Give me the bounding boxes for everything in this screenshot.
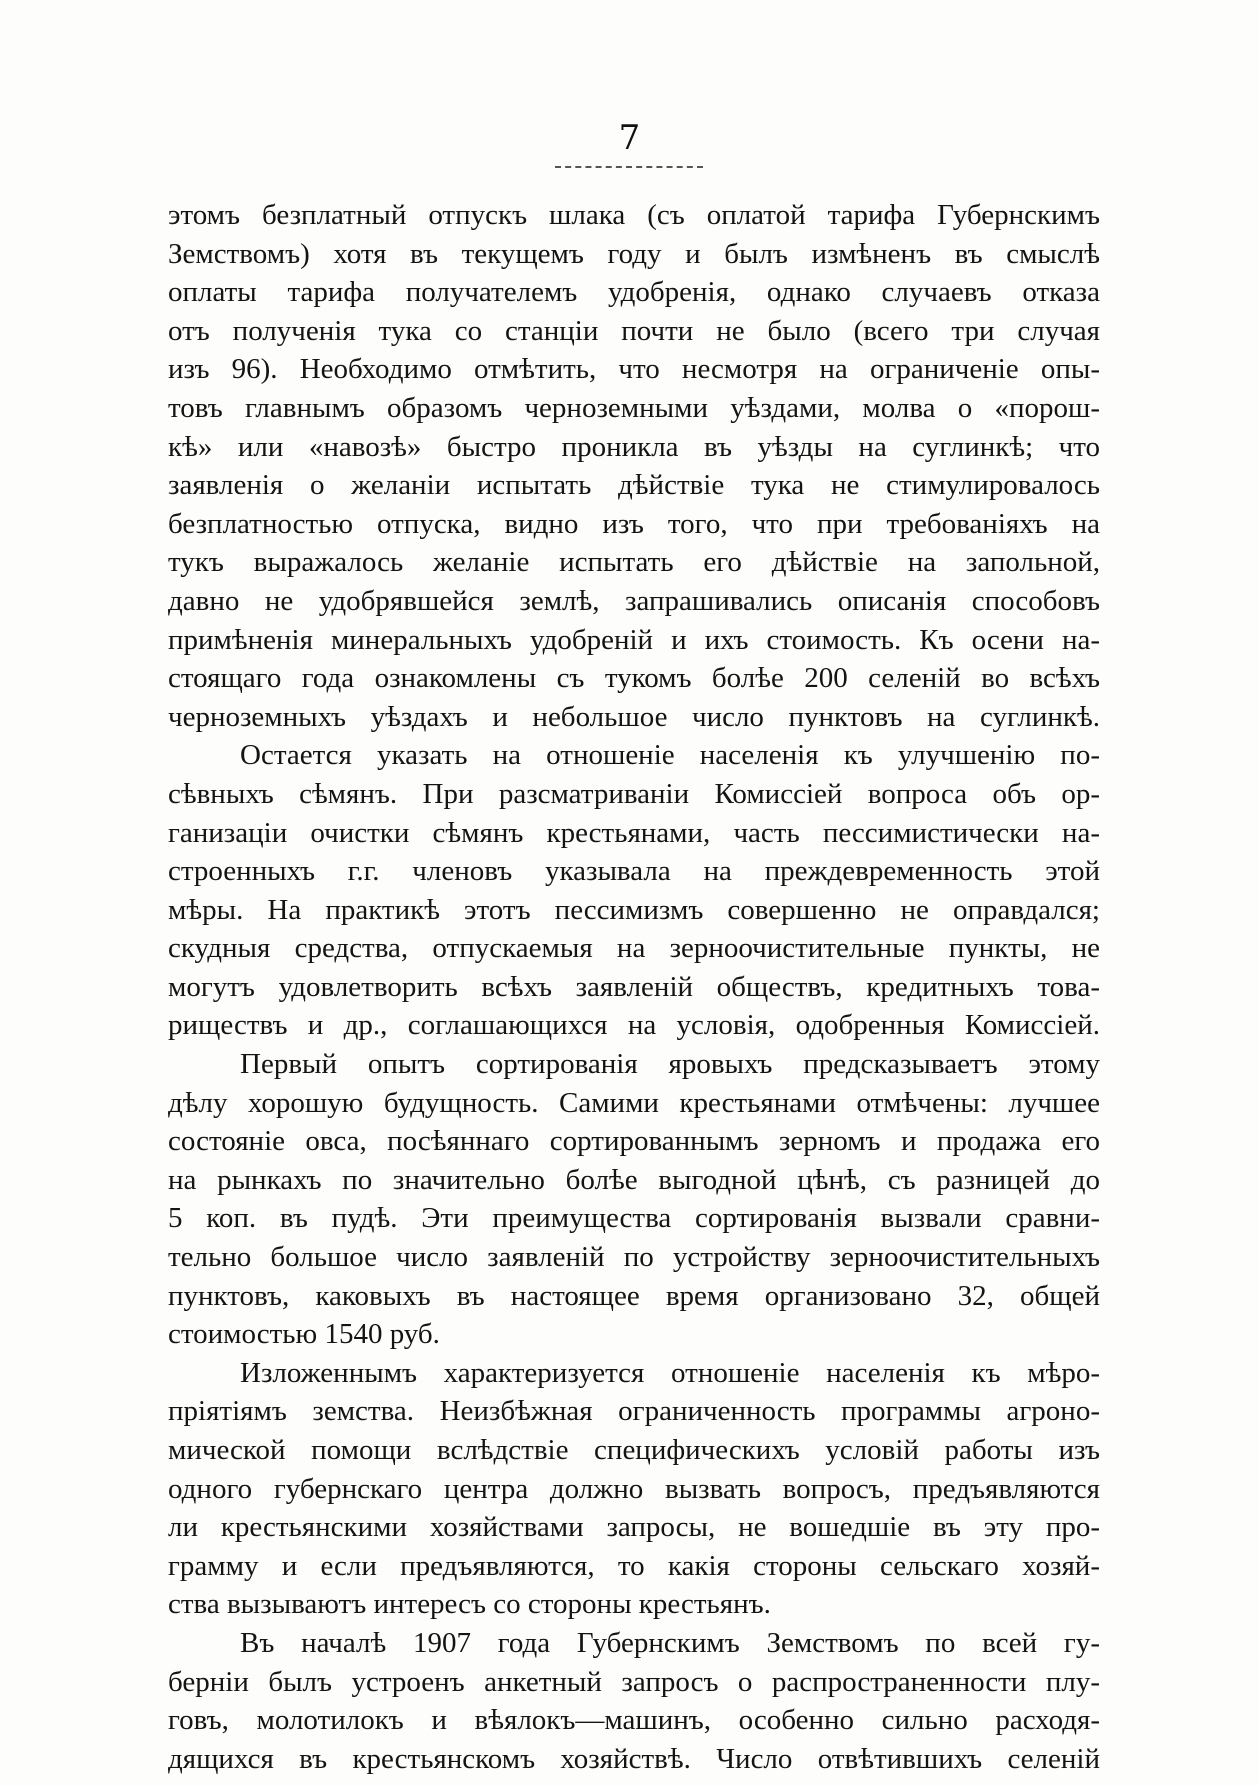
- text-line: дѣлу хорошую будущность. Самими крестьянами отмѣчены: лучшее: [168, 1086, 1100, 1119]
- text-line: товъ главнымъ образомъ черноземными уѣздами, молва о «порош-: [168, 391, 1100, 424]
- text-line: мической помощи вслѣдствіе специфическихъ условій работы изъ: [168, 1434, 1100, 1466]
- text-line: оплаты тарифа получателемъ удобренія, однако случаевъ отказа: [168, 276, 1100, 309]
- text-line: черноземныхъ уѣздахъ и небольшое число пунктовъ на суглинкѣ.: [168, 700, 1100, 733]
- text-line: давно не удобрявшейся землѣ, запрашивались описанія способовъ: [168, 584, 1100, 617]
- text-line: мѣры. На практикѣ этотъ пессимизмъ совершенно не оправдался;: [168, 893, 1100, 926]
- text-line: на рынкахъ по значительно болѣе выгодной цѣнѣ, съ разницей до: [168, 1163, 1100, 1196]
- page-number: 7: [618, 118, 641, 158]
- text-line: изъ 96). Необходимо отмѣтить, что несмотря на ограниченіе опы-: [168, 353, 1100, 386]
- text-line: скудныя средства, отпускаемыя на зерноочистительные пункты, не: [168, 932, 1100, 965]
- text-line: тукъ выражалось желаніе испытать его дѣйствіе на запольной,: [168, 546, 1100, 579]
- text-line: Въ началѣ 1907 года Губернскимъ Земствомъ по всей гу-: [240, 1626, 1100, 1659]
- text-line: Остается указать на отношеніе населенія къ улучшенію по-: [240, 739, 1100, 772]
- text-line: одного губернскаго центра должно вызвать вопросъ, предъявляются: [168, 1472, 1100, 1505]
- text-line: строенныхъ г.г. членовъ указывала на преждевременность этой: [168, 855, 1100, 888]
- text-line: Изложеннымъ характеризуется отношеніе населенія къ мѣро-: [240, 1356, 1100, 1389]
- text-line: примѣненія минеральныхъ удобреній и ихъ стоимость. Къ осени на-: [168, 623, 1100, 656]
- text-line: сѣвныхъ сѣмянъ. При разсматриваніи Комиссіей вопроса объ ор-: [168, 777, 1100, 810]
- text-line: пріятіямъ земства. Неизбѣжная ограниченность программы агроно-: [168, 1395, 1100, 1428]
- body-text: [168, 196, 1100, 1778]
- text-line: этомъ безплатный отпускъ шлака (съ оплатой тарифа Губернскимъ: [168, 199, 1100, 231]
- text-line: дящихся въ крестьянскомъ хозяйствѣ. Число отвѣтившихъ селеній: [168, 1742, 1100, 1775]
- text-line: Первый опытъ сортированія яровыхъ предсказываетъ этому: [240, 1048, 1100, 1081]
- text-line: заявленія о желаніи испытать дѣйствіе тука не стимулировалось: [168, 469, 1100, 502]
- text-line: стоящаго года ознакомлены съ тукомъ болѣе 200 селеній во всѣхъ: [168, 662, 1100, 695]
- text-line: риществъ и др., соглашающихся на условія, одобренныя Комиссіей.: [168, 1009, 1100, 1042]
- text-line: отъ полученія тука со станціи почти не было (всего три случая: [168, 314, 1100, 347]
- text-line: безплатностью отпуска, видно изъ того, что при требованіяхъ на: [168, 507, 1100, 540]
- text-line: Земствомъ) хотя въ текущемъ году и былъ измѣненъ въ смыслѣ: [168, 237, 1100, 270]
- text-line: могутъ удовлетворить всѣхъ заявленій обществъ, кредитныхъ това-: [168, 970, 1100, 1003]
- text-line: ства вызываютъ интересъ со стороны крестьянъ.: [168, 1588, 771, 1621]
- text-line: ли крестьянскими хозяйствами запросы, не вошедшіе въ эту про-: [168, 1511, 1100, 1544]
- text-line: стоимостью 1540 руб.: [168, 1318, 440, 1351]
- text-line: грамму и если предъявляются, то какія стороны сельскаго хозяй-: [168, 1549, 1100, 1582]
- header-rule: [555, 166, 703, 168]
- text-line: пунктовъ, каковыхъ въ настоящее время организовано 32, общей: [168, 1279, 1100, 1312]
- text-line: состояніе овса, посѣяннаго сортированнымъ зерномъ и продажа его: [168, 1125, 1100, 1158]
- text-line: ганизаціи очистки сѣмянъ крестьянами, часть пессимистически на-: [168, 816, 1100, 849]
- text-line: кѣ» или «навозѣ» быстро проникла въ уѣзды на суглинкѣ; что: [168, 430, 1100, 463]
- text-line: говъ, молотилокъ и вѣялокъ—машинъ, особенно сильно расходя-: [168, 1704, 1100, 1737]
- text-line: тельно большое число заявленій по устройству зерноочистительныхъ: [168, 1241, 1100, 1274]
- text-line: берніи былъ устроенъ анкетный запросъ о распространенности плу-: [168, 1665, 1100, 1698]
- text-line: 5 коп. въ пудѣ. Эти преимущества сортированія вызвали сравни-: [168, 1202, 1100, 1235]
